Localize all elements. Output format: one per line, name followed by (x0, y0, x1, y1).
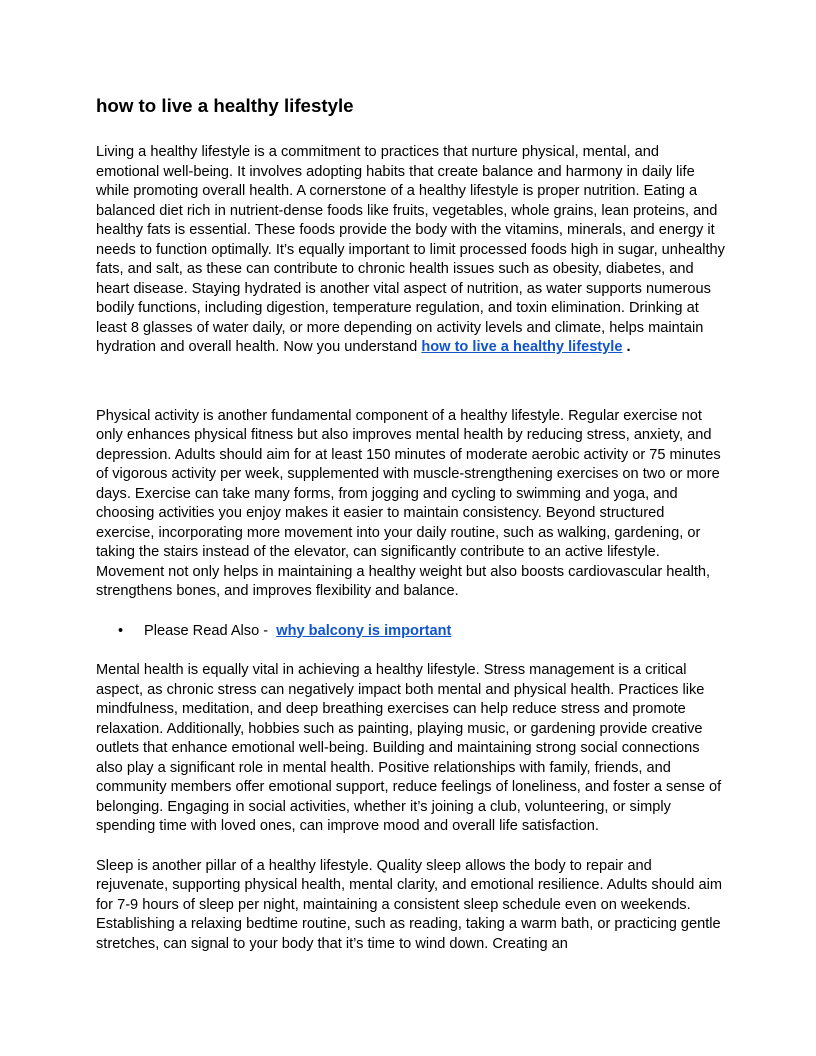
read-also-item (96, 622, 726, 642)
paragraph-mental-health: Mental health is equally vital in achieving a healthy lifestyle. Stress management is a critical aspect, as chronic stress can negatively impact both mental and physical health. Practices like mindfulness, meditation, and deep breathing exercises can help reduce stress and promote relaxation. Additionally, hobbies such as painting, playing music, or gardening provide creative outlets that enhance emotional well-being. Building and maintaining strong social connections also play a significant role in mental health. Positive relationships with family, friends, and community members offer emotional support, reduce feelings of loneliness, and foster a sense of belonging. Engaging in social activities, whether it’s joining a club, volunteering, or simply spending time with loved ones, can improve mood and overall life satisfaction. (96, 662, 722, 834)
read-also-list (96, 622, 726, 642)
paragraph-sleep: Sleep is another pillar of a healthy lifestyle. Quality sleep allows the body to repair and rejuvenate, supporting physical health, mental clarity, and emotional resilience. Adults should aim for 7-9 hours of sleep per night, maintaining a consistent sleep schedule even on weekends. Establishing a relaxing bedtime routine, such as reading, taking a warm bath, or practicing gentle stretches, can signal to your body that it’s time to wind down. Creating an (96, 857, 722, 952)
document-page (96, 92, 726, 954)
paragraph-nutrition-text: Living a healthy lifestyle is a commitment to practices that nurture physical, mental, and emotional well-being. It involves adopting habits that create balance and harmony in daily life while promoting overall health. A cornerstone of a healthy lifestyle is proper nutrition. Eating a balanced diet rich in nutrient-dense foods like fruits, vegetables, whole grains, lean proteins, and healthy fats is essential. These foods provide the body with the vitamins, minerals, and energy it needs to function optimally. It’s equally important to limit processed foods high in sugar, unhealthy fats, and salt, as these can contribute to chronic health issues such as obesity, diabetes, and heart disease. Staying hydrated is another vital aspect of nutrition, as water supports numerous bodily functions, including digestion, temperature regulation, and toxin elimination. Drinking at least 8 glasses of water daily, or more depending on activity levels and climate, helps maintain hydration and overall health. Now you understand (96, 144, 725, 355)
balcony-link[interactable]: why balcony is important (276, 622, 452, 639)
paragraph-physical-activity: Physical activity is another fundamental component of a healthy lifestyle. Regular exercise not only enhances physical fitness but also improves mental health by reducing stress, anxiety, and depression. Adults should aim for at least 150 minutes of moderate aerobic activity or 75 minutes of vigorous activity per week, supplemented with muscle-strengthening exercises on two or more days. Exercise can take many forms, from jogging and cycling to swimming and yoga, and choosing activities you enjoy makes it easier to maintain consistency. Beyond structured exercise, incorporating more movement into your daily routine, such as walking, gardening, or taking the stairs instead of the elevator, can significantly contribute to an active lifestyle. Movement not only helps in maintaining a healthy weight but also boosts cardiovascular health, strengthens bones, and improves flexibility and balance. (96, 407, 721, 599)
healthy-lifestyle-link[interactable]: how to live a healthy lifestyle (421, 339, 623, 355)
paragraph-nutrition (96, 143, 726, 358)
bullet-icon: • (118, 622, 124, 639)
page-title: how to live a healthy lifestyle (96, 95, 354, 116)
paragraph-nutrition-trailing: . (622, 339, 631, 355)
read-also-prefix: Please Read Also - (144, 622, 277, 639)
